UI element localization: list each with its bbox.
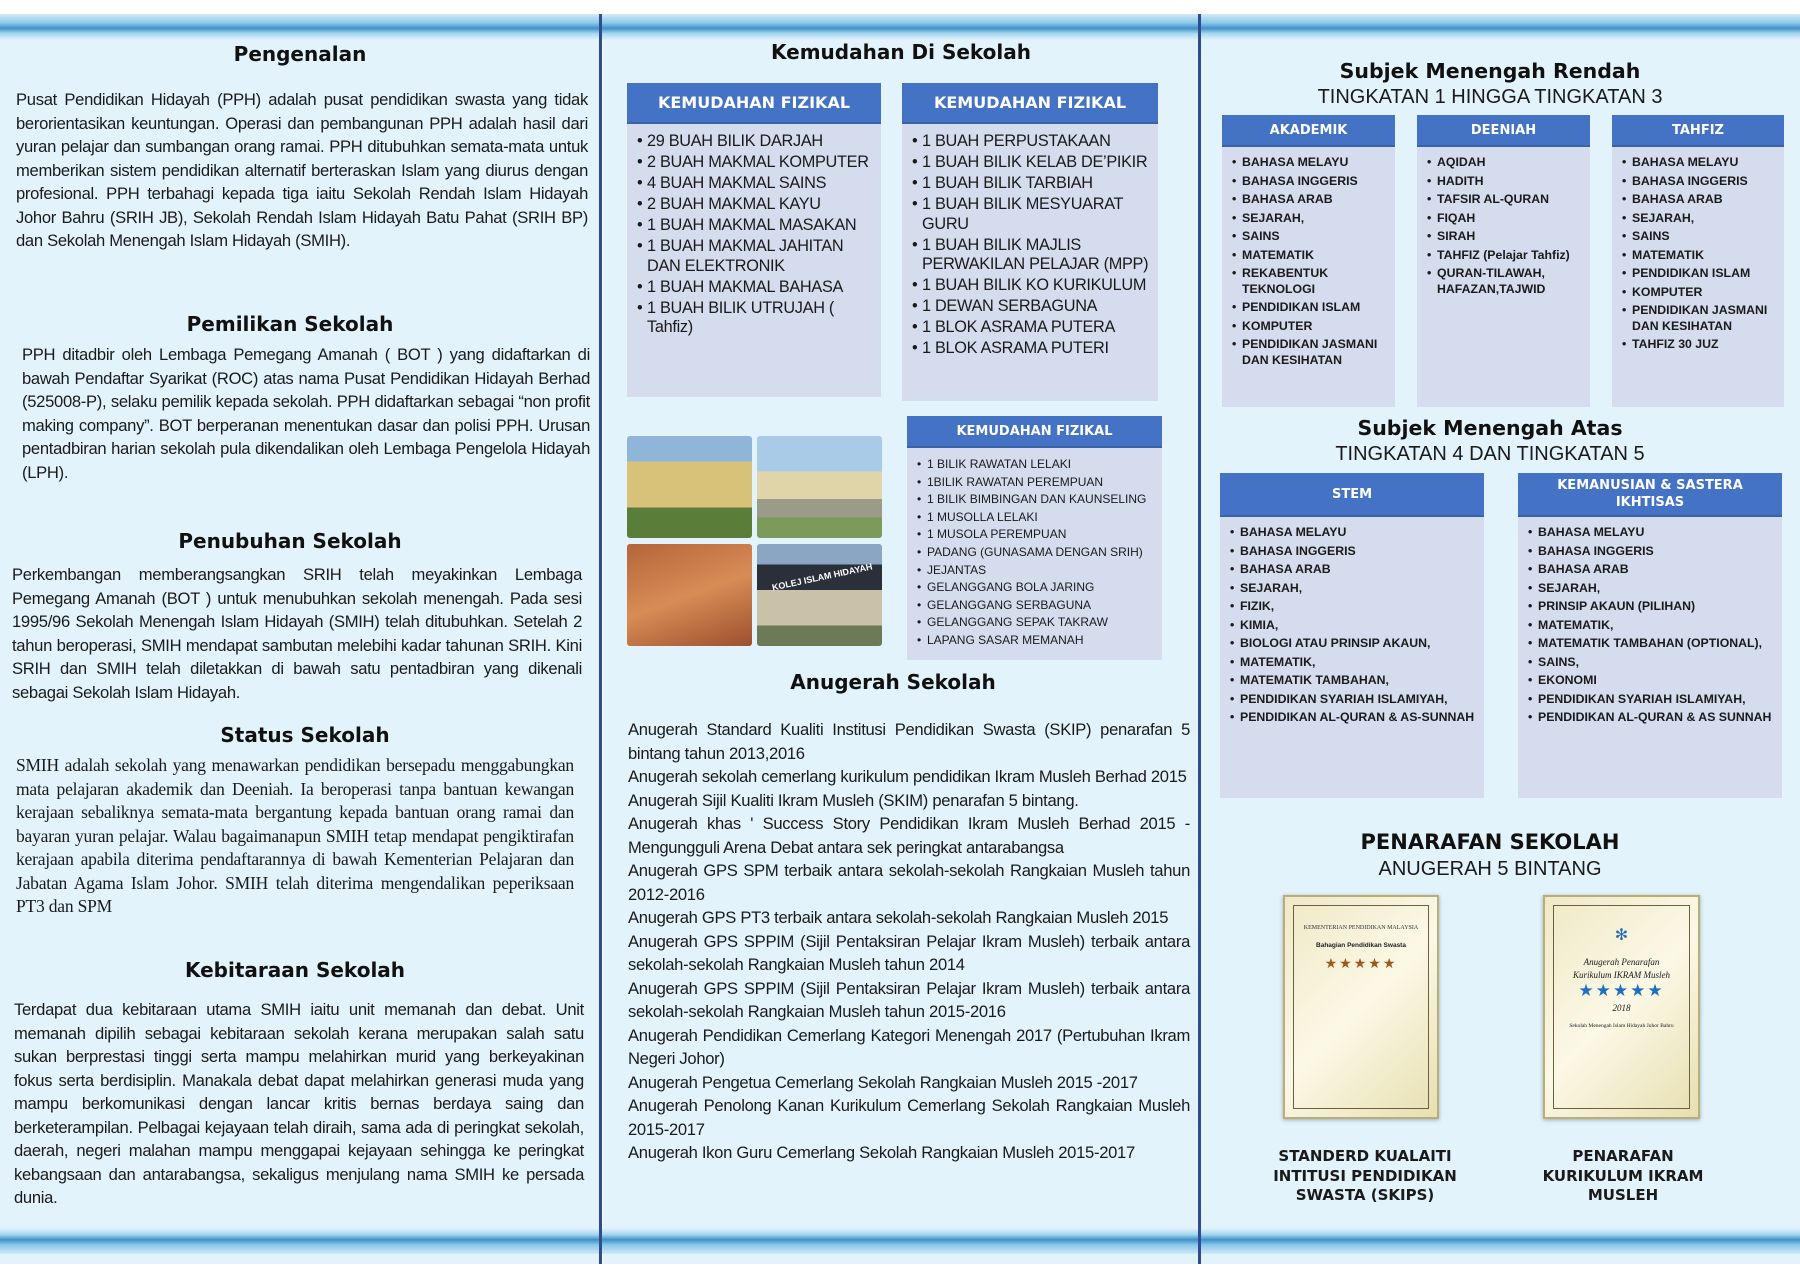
list-item: • 1 MUSOLA PEREMPUAN <box>917 526 1154 544</box>
list-item: • TAFSIR AL-QURAN <box>1427 192 1582 208</box>
list-item: Anugerah GPS SPPIM (Sijil Pentaksiran Pelajar Ikram Musleh) terbaik antara sekolah-sekolah Rangkaian Musleh tahun 2014 <box>628 931 1190 974</box>
list-item: • GELANGGANG SEPAK TAKRAW <box>917 614 1154 632</box>
list-item: • 1 BLOK ASRAMA PUTERI <box>912 339 1150 359</box>
school-photo <box>627 436 752 538</box>
certificate-ikram <box>1543 895 1700 1119</box>
list-item: • BAHASA INGGERIS <box>1230 544 1476 560</box>
list-item: Anugerah Pengetua Cemerlang Sekolah Rangkaian Musleh 2015 -2017 <box>628 1072 1138 1092</box>
list-item: • BAHASA ARAB <box>1622 192 1776 208</box>
list-item: • BAHASA INGGERIS <box>1622 174 1776 190</box>
box-header: AKADEMIK <box>1222 115 1395 147</box>
bottom-wave-band <box>0 1228 1800 1254</box>
list-item: • 1 BUAH MAKMAL MASAKAN <box>637 216 873 236</box>
list-item: • PENDIDIKAN AL-QURAN & AS-SUNNAH <box>1230 710 1476 726</box>
list-item: • EKONOMI <box>1528 673 1774 689</box>
list-item: • QURAN-TILAWAH, HAFAZAN,TAJWID <box>1427 266 1582 297</box>
list-item: • REKABENTUK TEKNOLOGI <box>1232 266 1387 297</box>
section-title: Status Sekolah <box>220 723 390 747</box>
list-item: • 1 BUAH MAKMAL BAHASA <box>637 278 873 298</box>
cert-caption: PENARAFAN KURIKULUM IKRAM MUSLEH <box>1542 1147 1704 1204</box>
list-item: • PENDIDIKAN ISLAM <box>1232 300 1387 316</box>
ikram-logo-icon: ✻ <box>1614 927 1629 944</box>
list-item: • FIQAH <box>1427 211 1582 227</box>
list-item: • BAHASA MELAYU <box>1622 155 1776 171</box>
list-item: Anugerah khas ' Success Story Pendidikan Ikram Musleh Berhad 2015 - Mengungguli Arena Debat antara sek peringkat antarabangsa <box>628 814 1190 857</box>
list-item: • 2 BUAH MAKMAL KOMPUTER <box>637 153 873 173</box>
subject-box-tahfiz <box>1612 115 1784 407</box>
list-item: • BIOLOGI ATAU PRINSIP AKAUN, <box>1230 636 1476 652</box>
top-wave-band <box>0 14 1800 40</box>
school-photo <box>757 544 882 646</box>
anugerah-title: Anugerah Sekolah <box>790 670 996 694</box>
list-item: • 1 MUSOLLA LELAKI <box>917 509 1154 527</box>
list-item: • 1 BUAH BILIK KO KURIKULUM <box>912 276 1150 296</box>
list-item: • LAPANG SASAR MEMANAH <box>917 632 1154 650</box>
list-item: • MATEMATIK, <box>1528 618 1774 634</box>
divider <box>1198 14 1201 1264</box>
pemilikan-text: PPH ditadbir oleh Lembaga Pemegang Amanah ( BOT ) yang didaftarkan di bawah Pendaftar Syarikat (ROC) atas nama Pusat Pendidikan Hidayah Berhad (525008-P), selaku pemilik kepada sekolah. PPH didaftarkan sebagai “non profit making company”. BOT berperanan menentukan dasar dan polisi PPH. Urusan pentadbiran harian sekolah pula dikendalikan oleh Lembaga Pengelola Hidayah (LPH). <box>22 345 590 482</box>
facilities-box-3 <box>907 416 1162 660</box>
kemudahan-title: Kemudahan Di Sekolah <box>770 40 1032 64</box>
list-item: • GELANGGANG BOLA JARING <box>917 579 1154 597</box>
list-item: • BAHASA INGGERIS <box>1528 544 1774 560</box>
cert-org: KEMENTERIAN PENDIDIKAN MALAYSIA <box>1303 925 1419 931</box>
section-title: Pemilikan Sekolah <box>186 312 394 336</box>
list-item: • TAHFIZ 30 JUZ <box>1622 337 1776 353</box>
list-item: • 2 BUAH MAKMAL KAYU <box>637 195 873 215</box>
list-item: • PENDIDIKAN SYARIAH ISLAMIYAH, <box>1528 692 1774 708</box>
atas-subtitle: TINGKATAN 4 DAN TINGKATAN 5 <box>1335 443 1645 465</box>
list-item: • SEJARAH, <box>1232 211 1387 227</box>
cert-line: Anugerah Penarafan <box>1583 957 1660 967</box>
list-item: • MATEMATIK TAMBAHAN (OPTIONAL), <box>1528 636 1774 652</box>
section-title: Kebitaraan Sekolah <box>184 958 406 982</box>
list-item: • FIZIK, <box>1230 599 1476 615</box>
facilities-box-1 <box>627 83 881 397</box>
list-item: • GELANGGANG SERBAGUNA <box>917 597 1154 615</box>
list-item: • BAHASA MELAYU <box>1230 525 1476 541</box>
list-item: • SIRAH <box>1427 229 1582 245</box>
photo-sign: KOLEJ ISLAM HIDAYAH <box>771 561 874 593</box>
list-item: • MATEMATIK TAMBAHAN, <box>1230 673 1476 689</box>
list-item: • HADITH <box>1427 174 1582 190</box>
star-rating: ★★★★★ <box>1324 955 1398 971</box>
pengenalan-text: Pusat Pendidikan Hidayah (PPH) adalah pusat pendidikan swasta yang tidak berorientasikan keuntungan. Operasi dan pembangunan PPH adalah hasil dari yuran pelajar dan sumbangan orang ramai. PPH ditubuhkan semata-mata untuk memberikan sistem pendidikan alternatif berteraskan Islam yang diurus dengan profesional. PPH terbahagi kepada tiga iaitu Sekolah Rendah Islam Hidayah Johor Bahru (SRIH JB), Sekolah Rendah Islam Hidayah Batu Pahat (SRIH BP) dan Sekolah Menengah Islam Hidayah (SMIH). <box>16 90 588 250</box>
list-item: • 1 BUAH BILIK KELAB DE’PIKIR <box>912 153 1150 173</box>
box-header: KEMUDAHAN FIZIKAL <box>902 83 1158 124</box>
list-item: • BAHASA ARAB <box>1528 562 1774 578</box>
subject-box-deeniah <box>1417 115 1590 407</box>
list-item: Anugerah Ikon Guru Cemerlang Sekolah Rangkaian Musleh 2015-2017 <box>628 1143 1135 1162</box>
box-header: KEMANUSIAN & SASTERA IKHTISAS <box>1518 473 1782 517</box>
cert-line: Bahagian Pendidikan Swasta <box>1316 942 1406 949</box>
list-item: • 1 BLOK ASRAMA PUTERA <box>912 318 1150 338</box>
penubuhan-text: Perkembangan memberangsangkan SRIH telah meyakinkan Lembaga Pemegang Amanah (BOT ) untuk menubuhkan sekolah menengah. Pada sesi 1995/96 Sekolah Menengah Islam Hidayah (SMIH) telah ditubuhkan. Setelah 2 tahun beroperasi, SMIH mendapat sambutan melebihi kadar tahunan SRIH. Kini SRIH dan SMIH telah diletakkan di bawah satu pentadbiran yang dikenali sebagai Sekolah Islam Hidayah. <box>12 565 582 702</box>
subject-box-stem <box>1220 473 1484 798</box>
list-item: • PENDIDIKAN ISLAM <box>1622 266 1776 282</box>
list-item: • 1BILIK RAWATAN PEREMPUAN <box>917 474 1154 492</box>
list-item: • 1 BUAH BILIK MAJLIS PERWAKILAN PELAJAR (MPP) <box>912 236 1150 275</box>
certificate-skips <box>1283 895 1439 1119</box>
penarafan-subtitle: ANUGERAH 5 BINTANG <box>1378 858 1602 880</box>
status-text: SMIH adalah sekolah yang menawarkan pendidikan bersepadu menggabungkan mata pelajaran akademik dan Deeniah. Ia beroperasi tanpa bantuan kewangan kerajaan sebaliknya semata-mata bergantung kepada bantuan orang ramai dan bayaran yuran pelajar. Walau bagaimanapun SMIH tetap mendapat pengiktirafan kerajaan apabila diterima pendaftarannya di bawah Kementerian Pelajaran dan Jabatan Agama Islam Johor. SMIH telah diterima mengendalikan peperiksaan PT3 dan SPM <box>16 755 574 916</box>
box-header: DEENIAH <box>1417 115 1590 147</box>
list-item: • 1 BILIK RAWATAN LELAKI <box>917 456 1154 474</box>
facilities-box-2 <box>902 83 1158 401</box>
list-item: • 1 DEWAN SERBAGUNA <box>912 297 1150 317</box>
list-item: • KOMPUTER <box>1622 285 1776 301</box>
list-item: • 29 BUAH BILIK DARJAH <box>637 132 873 152</box>
list-item: • 4 BUAH MAKMAL SAINS <box>637 174 873 194</box>
list-item: • KIMIA, <box>1230 618 1476 634</box>
list-item: Anugerah Sijil Kualiti Ikram Musleh (SKIM) penarafan 5 bintang. <box>628 790 1079 810</box>
list-item: • 1 BUAH BILIK TARBIAH <box>912 174 1150 194</box>
list-item: • SEJARAH, <box>1528 581 1774 597</box>
list-item: • PADANG (GUNASAMA DENGAN SRIH) <box>917 544 1154 562</box>
list-item: Anugerah GPS SPPIM (Sijil Pentaksiran Pelajar Ikram Musleh) terbaik antara sekolah-sekolah Rangkaian Musleh tahun 2015-2016 <box>628 978 1190 1021</box>
penarafan-title: PENARAFAN SEKOLAH <box>1360 830 1620 854</box>
list-item: • SAINS, <box>1528 655 1774 671</box>
subject-box-kemanusian <box>1518 473 1782 798</box>
kebitaraan-text: Terdapat dua kebitaraan utama SMIH iaitu unit memanah dan debat. Unit memanah dipilih sebagai kebitaraan sekolah kerana merupakan salah satu sukan berprestasi tinggi serta mampu melahirkan murid yang berkeyakinan fokus serta berdisiplin. Manakala debat dapat melahirkan generasi muda yang mampu berkomunikasi dengan lancar kritis bernas berdaya saing dan berketerampilan. Pelbagai kejayaan telah diraih, sama ada di peringkat sekolah, daerah, negeri malahan mampu menggapai kejayaan sehingga ke peringkat kebangsaan dan antarabangsa, sekaligus menjulang nama SMIH ke persada dunia. <box>14 1000 584 1207</box>
list-item: • PENDIDIKAN SYARIAH ISLAMIYAH, <box>1230 692 1476 708</box>
list-item: • PRINSIP AKAUN (PILIHAN) <box>1528 599 1774 615</box>
star-rating: ★★★★★ <box>1578 981 1665 1000</box>
cert-line: Kurikulum IKRAM Musleh <box>1573 970 1670 980</box>
list-item: • 1 BUAH MAKMAL JAHITAN DAN ELEKTRONIK <box>637 237 873 276</box>
list-item: • KOMPUTER <box>1232 319 1387 335</box>
list-item: Anugerah Penolong Kanan Kurikulum Cemerlang Sekolah Rangkaian Musleh 2015-2017 <box>628 1096 1190 1139</box>
list-item: • 1 BUAH BILIK MESYUARAT GURU <box>912 195 1150 234</box>
atas-title: Subjek Menengah Atas <box>1357 416 1623 440</box>
list-item: • BAHASA INGGERIS <box>1232 174 1387 190</box>
list-item: • TAHFIZ (Pelajar Tahfiz) <box>1427 248 1582 264</box>
section-title: Pengenalan <box>233 42 367 66</box>
list-item: • BAHASA ARAB <box>1232 192 1387 208</box>
list-item: • JEJANTAS <box>917 562 1154 580</box>
list-item: • 1 BUAH PERPUSTAKAAN <box>912 132 1150 152</box>
list-item: • SEJARAH, <box>1230 581 1476 597</box>
list-item: • SAINS <box>1622 229 1776 245</box>
list-item: • SAINS <box>1232 229 1387 245</box>
list-item: Anugerah Standard Kualiti Institusi Pendidikan Swasta (SKIP) penarafan 5 bintang tahun 2013,2016 <box>628 720 1190 763</box>
list-item: Anugerah GPS SPM terbaik antara sekolah-sekolah Rangkaian Musleh tahun 2012-2016 <box>628 861 1190 904</box>
list-item: • PENDIDIKAN JASMANI DAN KESIHATAN <box>1622 303 1776 334</box>
list-item: • MATEMATIK <box>1232 248 1387 264</box>
list-item: • AQIDAH <box>1427 155 1582 171</box>
list-item: • MATEMATIK, <box>1230 655 1476 671</box>
list-item: • BAHASA MELAYU <box>1232 155 1387 171</box>
list-item: • BAHASA MELAYU <box>1528 525 1774 541</box>
list-item: Anugerah sekolah cemerlang kurikulum pendidikan Ikram Musleh Berhad 2015 <box>628 767 1187 786</box>
cert-caption: STANDERD KUALAITI INTITUSI PENDIDIKAN SWASTA (SKIPS) <box>1273 1147 1457 1204</box>
box-header: KEMUDAHAN FIZIKAL <box>907 416 1162 448</box>
subject-box-akademik <box>1222 115 1395 407</box>
box-header: TAHFIZ <box>1612 115 1784 147</box>
list-item: • SEJARAH, <box>1622 211 1776 227</box>
list-item: • PENDIDIKAN JASMANI DAN KESIHATAN <box>1232 337 1387 368</box>
rendah-subtitle: TINGKATAN 1 HINGGA TINGKATAN 3 <box>1317 86 1663 108</box>
list-item: • 1 BILIK BIMBINGAN DAN KAUNSELING <box>917 491 1154 509</box>
divider <box>599 14 602 1264</box>
list-item: • BAHASA ARAB <box>1230 562 1476 578</box>
box-header: STEM <box>1220 473 1484 517</box>
section-title: Penubuhan Sekolah <box>178 529 402 553</box>
rendah-title: Subjek Menengah Rendah <box>1339 59 1641 83</box>
list-item: • MATEMATIK <box>1622 248 1776 264</box>
cert-year: 2018 <box>1612 1003 1631 1013</box>
cert-school: Sekolah Menengah Islam Hidayah Johor Bahru <box>1569 1023 1674 1029</box>
list-item: Anugerah GPS PT3 terbaik antara sekolah-sekolah Rangkaian Musleh 2015 <box>628 908 1169 927</box>
list-item: Anugerah Pendidikan Cemerlang Kategori Menengah 2017 (Pertubuhan Ikram Negeri Johor) <box>628 1025 1190 1068</box>
school-photo <box>627 544 752 646</box>
box-header: KEMUDAHAN FIZIKAL <box>627 83 881 124</box>
school-photo <box>757 436 882 538</box>
list-item: • PENDIDIKAN AL-QURAN & AS SUNNAH <box>1528 710 1774 726</box>
list-item: • 1 BUAH BILIK UTRUJAH ( Tahfiz) <box>637 299 873 338</box>
